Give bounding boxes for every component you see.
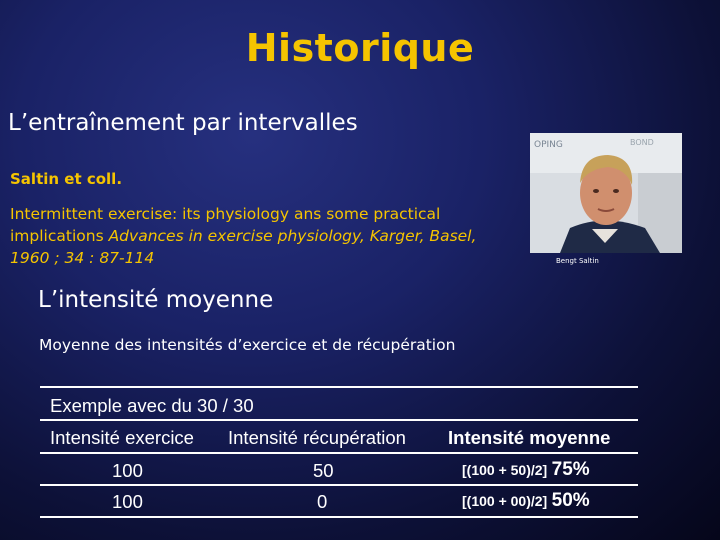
- row-exercise-value: 100: [112, 460, 143, 481]
- reference-citation: [10, 203, 510, 269]
- table-header-rule: [40, 452, 638, 454]
- portrait-image: [530, 133, 682, 253]
- row-formula: [(100 + 50)/2]: [462, 462, 548, 478]
- row-recovery-value: 50: [313, 460, 334, 481]
- slide-subtitle: L’entraînement par intervalles: [8, 110, 358, 136]
- row-recovery-value: 0: [317, 491, 328, 512]
- row-formula: [(100 + 00)/2]: [462, 493, 548, 509]
- table-bottom-rule: [40, 516, 638, 518]
- row-result: 75%: [551, 459, 590, 480]
- svg-text:OPING: OPING: [534, 140, 563, 150]
- table-row-rule: [40, 484, 638, 486]
- section-subtitle: Moyenne des intensités d’exercice et de récupération: [39, 336, 456, 354]
- header-exercise: Intensité exercice: [50, 427, 194, 448]
- row-average-cell: [462, 459, 590, 481]
- svg-text:BOND: BOND: [630, 138, 654, 147]
- row-average-cell: [462, 490, 590, 512]
- reference-source: Advances in exercise physiology, Karger, Basel, 1960 ; 34 : 87-114: [10, 227, 477, 267]
- row-result: 50%: [551, 490, 590, 511]
- table-example-label: Exemple avec du 30 / 30: [50, 395, 254, 416]
- reference-title: Intermittent exercise: its physiology ans some practical implications: [10, 205, 441, 245]
- slide-title: Historique: [245, 26, 475, 70]
- photo-caption: Bengt Saltin: [556, 257, 599, 265]
- table-example-rule: [40, 419, 638, 421]
- section-title: L’intensité moyenne: [38, 287, 274, 313]
- header-recovery: Intensité récupération: [228, 427, 406, 448]
- table-top-rule: [40, 386, 638, 388]
- reference-author: Saltin et coll.: [10, 170, 123, 188]
- header-average: Intensité moyenne: [448, 427, 611, 448]
- portrait-photo: [530, 133, 682, 253]
- row-exercise-value: 100: [112, 491, 143, 512]
